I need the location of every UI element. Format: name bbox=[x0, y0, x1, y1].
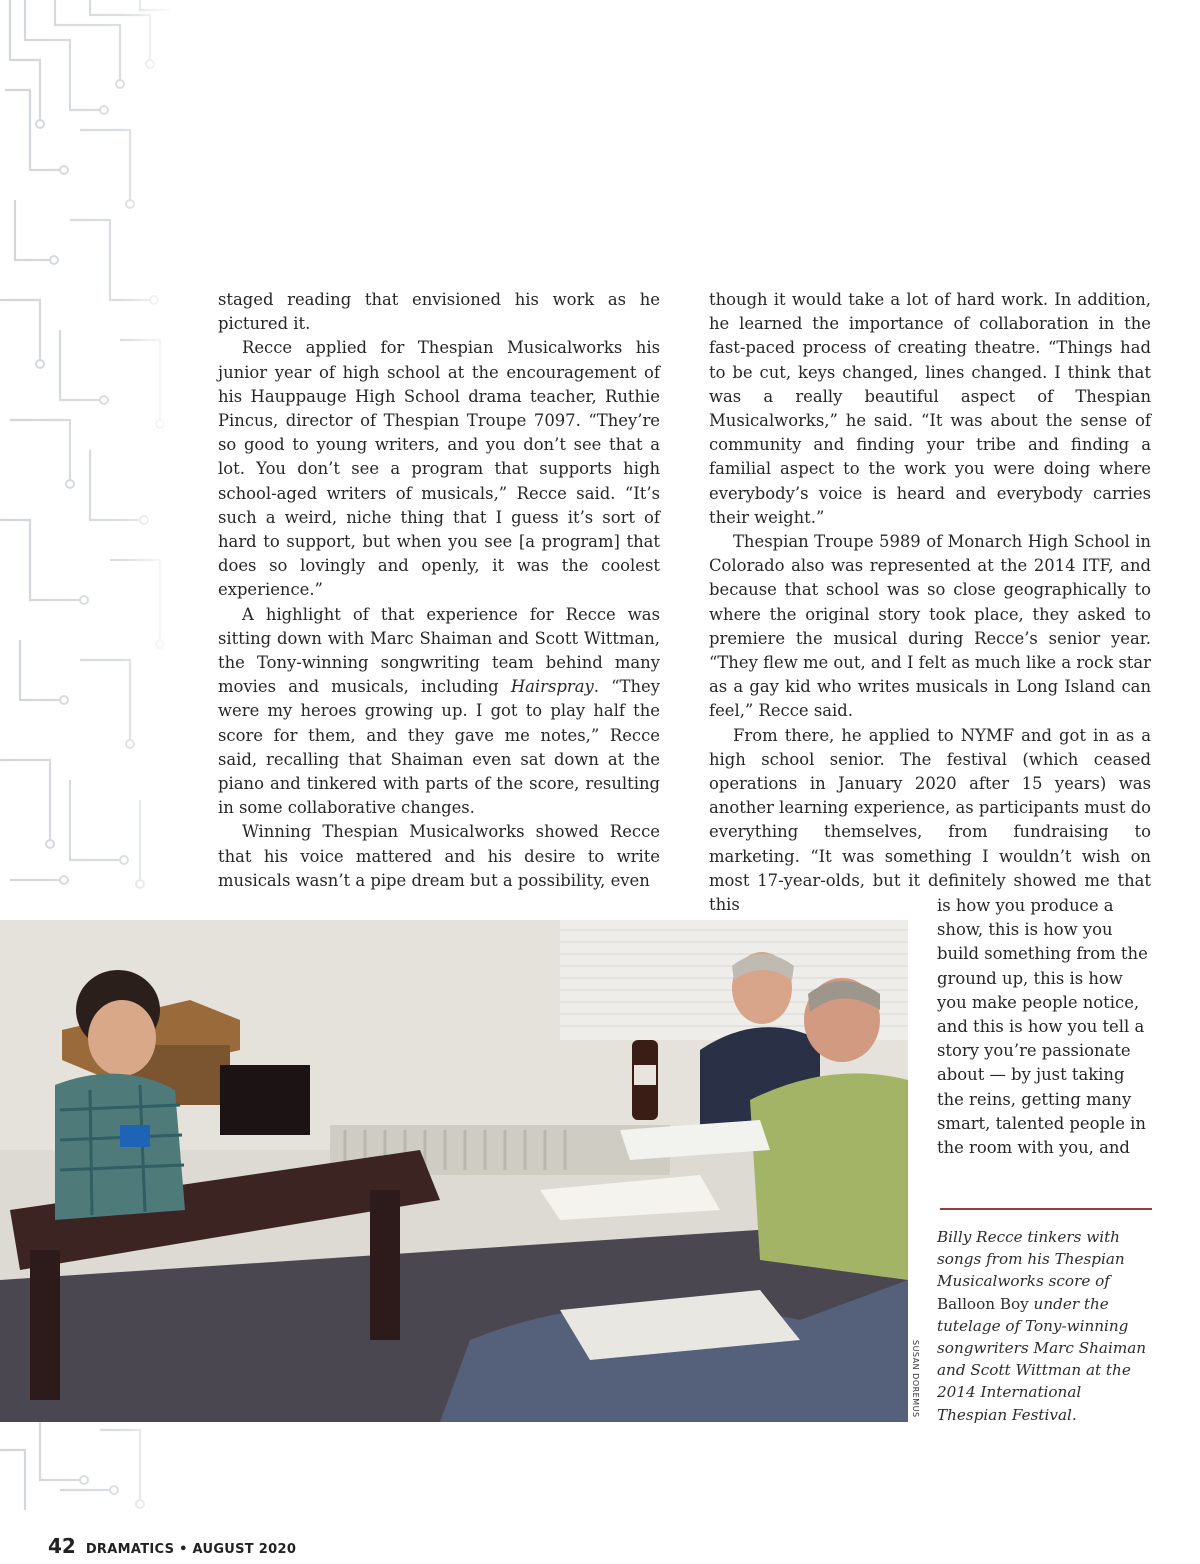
rehearsal-photo bbox=[0, 920, 908, 1422]
show-title: Hairspray bbox=[510, 677, 594, 697]
paragraph: staged reading that envisioned his work as he pictured it. bbox=[218, 290, 660, 334]
paragraph-text: A highlight of that experience for Recce was sitting down with Marc Shaiman and Scott Wittman, the Tony-winning songwriting team behind many movies and musicals, including bbox=[218, 604, 660, 697]
caption-text: Billy Recce tinkers with songs from his Thespian Musicalworks score of bbox=[937, 1228, 1125, 1291]
paragraph-text: . “They were my heroes growing up. I got to play half the score for them, and they gave me notes,” Recce said, recalling that Shaiman even sat down at the piano and tinkered with parts of the score, resulting in some collaborative changes. bbox=[218, 677, 661, 818]
article-column-left bbox=[218, 288, 660, 893]
page-number: 42 bbox=[48, 1534, 76, 1558]
rehearsal-photo-illustration bbox=[0, 920, 908, 1422]
paragraph bbox=[218, 603, 660, 821]
paragraph: though it would take a lot of hard work. In addition, he learned the importance of collaboration in the fast-paced process of creating theatre. “Things had to be cut, keys changed, lines changed. I think that was a really beautiful aspect of Thespian Musicalworks,” he said. “It was about the sense of community and finding your tribe and finding a familial aspect to the work you were doing where everybody’s voice is heard and everybody carries their weight.” bbox=[709, 290, 1151, 527]
paragraph: Recce applied for Thespian Musicalworks his junior year of high school at the encouragement of his Hauppauge High School drama teacher, Ruthie Pincus, director of Thespian Troupe 7097. “They’re so good to young writers, and you don’t see that a lot. You don’t see a program that supports high school-aged writers of musicals,” Recce said. “It’s such a weird, niche thing that I guess it’s sort of hard to support, but when you see [a program] that does so lovingly and openly, it was the coolest experience.” bbox=[218, 338, 660, 600]
paragraph: From there, he applied to NYMF and got in as a high school senior. The festival (which ceased operations in January 2020 after 15 years) was another learning experience, as participants must do everything themselves, from fundraising to marketing. “It was something I wouldn’t wish on most 17-year-olds, but it definitely showed me that this bbox=[709, 725, 1151, 915]
photo-credit: SUSAN DOREMUS bbox=[911, 1340, 920, 1418]
article-column-narrow bbox=[937, 894, 1151, 1160]
caption-rule bbox=[940, 1208, 1152, 1210]
magazine-issue: DRAMATICS • AUGUST 2020 bbox=[85, 1542, 297, 1557]
caption-show-title: Balloon Boy bbox=[937, 1294, 1029, 1313]
photo-caption bbox=[937, 1226, 1151, 1426]
paragraph: Thespian Troupe 5989 of Monarch High School in Colorado also was represented at the 2014 ITF, and because that school was so close geographically to where the original story took place, they asked to premiere the musical during Recce’s senior year. “They flew me out, and I felt as much like a rock star as a gay kid who writes musicals in Long Island can feel,” Recce said. bbox=[709, 532, 1151, 721]
page-footer bbox=[48, 1534, 296, 1558]
article-column-right bbox=[709, 288, 1151, 917]
caption-text: under the tutelage of Tony-winning songwriters Marc Shaiman and Scott Wittman at the 2014 International Thespian Festival. bbox=[937, 1294, 1147, 1424]
paragraph: is how you produce a show, this is how you build something from the ground up, this is how you make people notice, and this is how you tell a story you’re passionate about — by just taking the reins, getting many smart, talented people in the room with you, and bbox=[937, 896, 1148, 1158]
paragraph: Winning Thespian Musicalworks showed Recce that his voice mattered and his desire to write musicals wasn’t a pipe dream but a possibility, even bbox=[218, 822, 660, 890]
